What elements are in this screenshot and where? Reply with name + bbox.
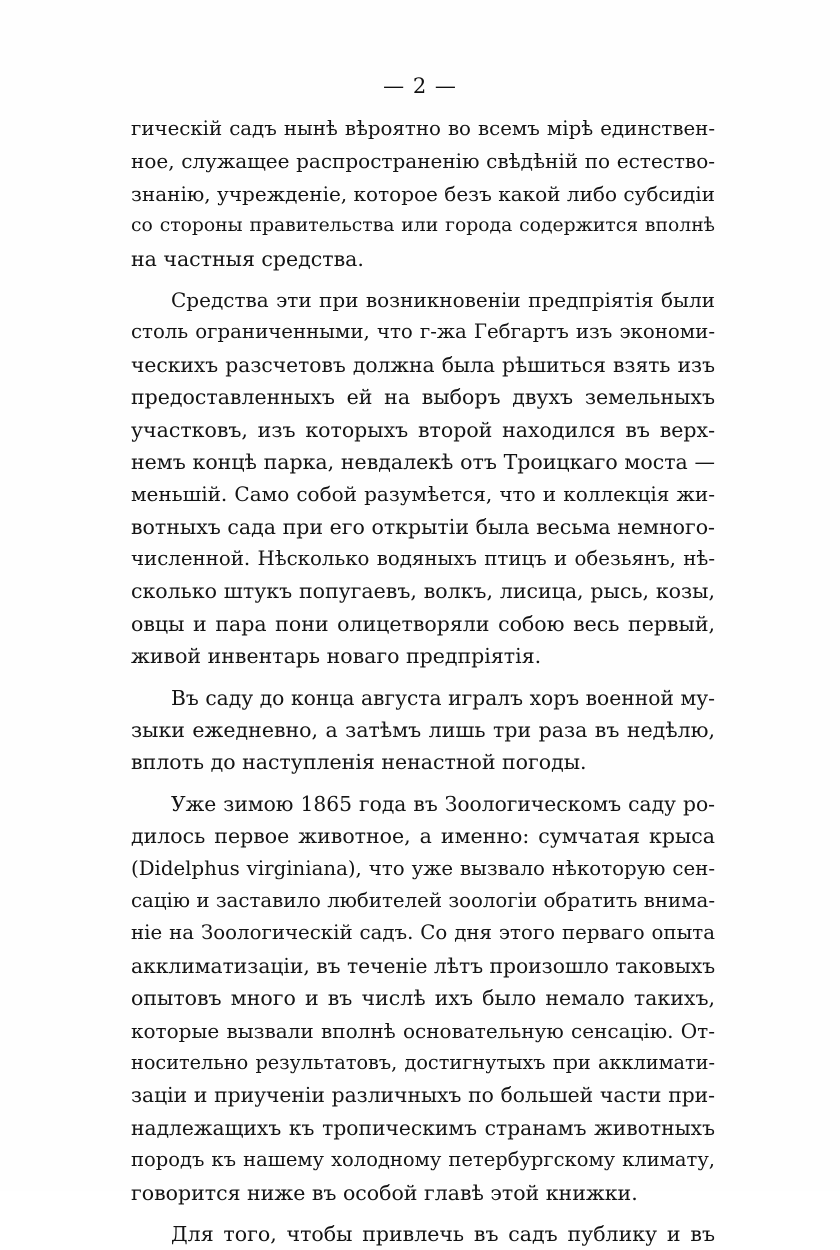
text-line: сацію и заставило любителей зоологіи обратить внима- <box>131 888 715 912</box>
text-line: которые вызвали вполнѣ основательную сенсацію. От- <box>131 1018 715 1043</box>
text-line: ніе на Зоологическій садъ. Со дня этого перваго опыта <box>131 921 715 945</box>
paragraph <box>131 788 715 1209</box>
text-line: предоставленныхъ ей на выборъ двухъ земельныхъ <box>131 385 715 410</box>
text-line: живой инвентарь новаго предпріятія. <box>131 644 542 669</box>
text-line: знанію, учрежденіе, которое безъ какой либо субсидіи <box>131 181 715 206</box>
text-line: акклиматизаціи, въ теченіе лѣтъ произошло таковыхъ <box>131 953 715 978</box>
text-line: вплоть до наступленія ненастной погоды. <box>131 750 587 775</box>
text-body <box>131 113 715 1250</box>
text-line: Для того, чтобы привлечь въ садъ публику и въ <box>171 1221 715 1246</box>
text-line: гическій садъ нынѣ вѣроятно во всемъ мірѣ единствен- <box>131 117 715 140</box>
text-line: носительно результатовъ, достигнутыхъ при акклимати- <box>131 1050 715 1074</box>
paragraph <box>131 113 715 275</box>
text-line: сколько штукъ попугаевъ, волкъ, лисица, рысь, козы, <box>131 579 715 604</box>
text-line: со стороны правительства или города содержится вполнѣ <box>131 215 715 237</box>
text-line: на частныя средства. <box>131 246 364 271</box>
text-line: зыки ежедневно, а затѣмъ лишь три раза въ недѣлю, <box>131 718 715 743</box>
text-line: ческихъ разсчетовъ должна была рѣшиться взять изъ <box>131 352 715 377</box>
text-line: Средства эти при возникновеніи предпріятія были <box>171 287 715 312</box>
paragraph <box>131 1218 715 1250</box>
text-line: породъ къ нашему холодному петербургскому климату, <box>131 1148 715 1172</box>
text-line: Въ саду до конца августа игралъ хоръ военной му- <box>171 685 715 710</box>
paragraph <box>131 682 715 779</box>
page-number: — 2 — <box>383 74 457 98</box>
text-line: заціи и приученіи различныхъ по большей части при- <box>131 1083 715 1108</box>
text-line: Уже зимою 1865 года въ Зоологическомъ саду ро- <box>171 791 715 816</box>
text-line: участковъ, изъ которыхъ второй находился въ верх- <box>131 417 715 442</box>
text-line: опытовъ много и въ числѣ ихъ было немало такихъ, <box>131 986 715 1011</box>
text-line: говорится ниже въ особой главѣ этой книжки. <box>131 1180 638 1205</box>
text-line: меньшій. Само собой разумѣется, что и коллекція жи- <box>131 482 715 507</box>
text-line: овцы и пара пони олицетворяли собою весь первый, <box>131 611 715 636</box>
paragraph <box>131 284 715 673</box>
text-line: ное, служащее распространенію свѣдѣній по естество- <box>131 149 715 174</box>
text-line: дилось первое животное, а именно: сумчатая крыса <box>131 824 715 849</box>
text-line: численной. Нѣсколько водяныхъ птицъ и обезьянъ, нѣ- <box>131 547 715 571</box>
text-line: вотныхъ сада при его открытіи была весьма немного- <box>131 514 715 539</box>
text-line: (Didelphus virginiana), что уже вызвало нѣкоторую сен- <box>131 856 715 880</box>
text-line: надлежащихъ къ тропическимъ странамъ животныхъ <box>131 1115 715 1140</box>
text-line: немъ концѣ парка, невдалекѣ отъ Троицкаго моста — <box>131 449 715 474</box>
text-line: столь ограниченными, что г-жа Гебгартъ изъ экономи- <box>131 320 715 344</box>
